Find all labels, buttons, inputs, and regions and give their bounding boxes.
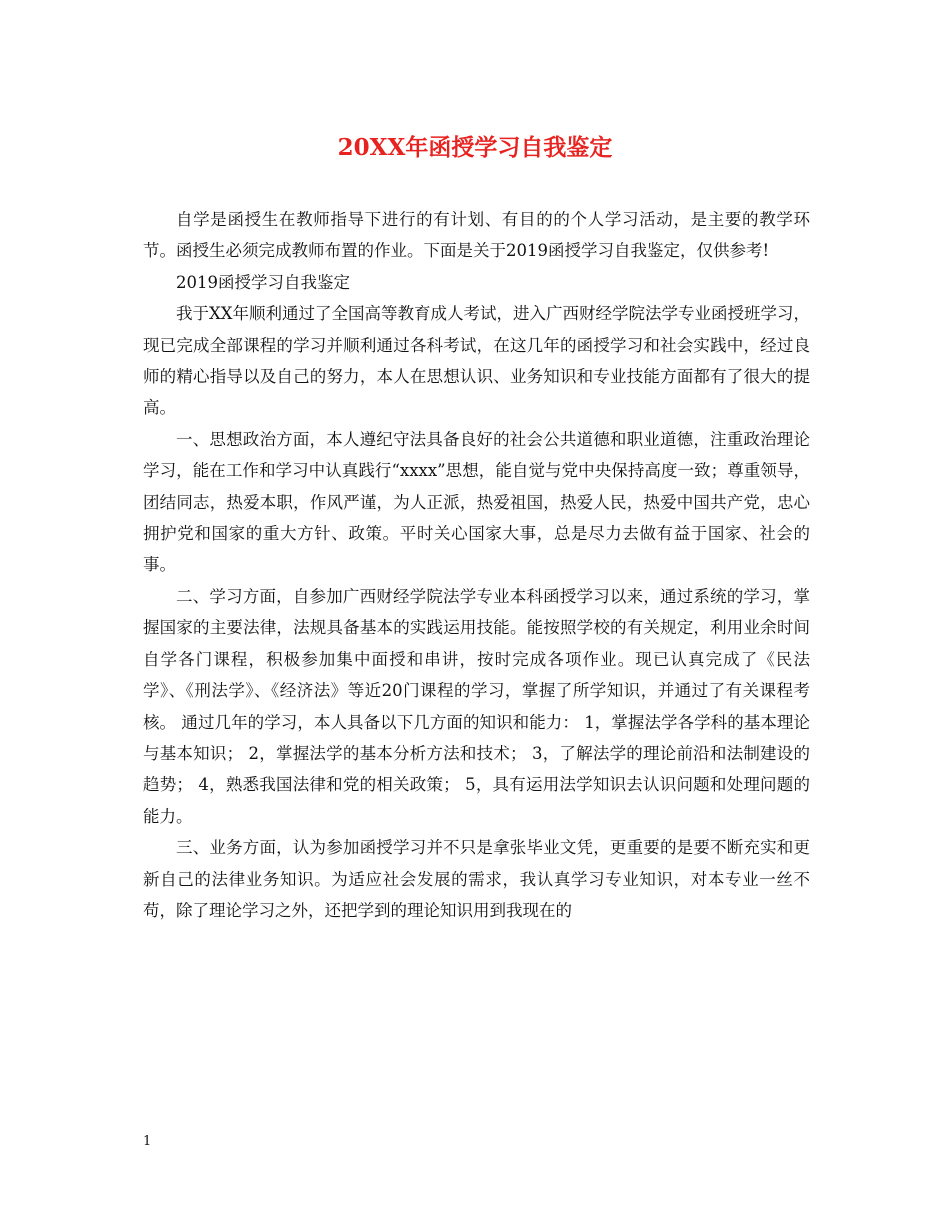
section-heading: 2019函授学习自我鉴定	[176, 272, 350, 292]
body-paragraph: 我于XX年顺利通过了全国高等教育成人考试，进入广西财经学院法学专业函授班学习，现已完成全部课程的学习并顺利通过各科考试，在这几年的函授学习和社会实践中，经过良师的精心指导以及自己的努力，本人在思想认识、业务知识和专业技能方面都有了很大的提高。	[143, 304, 810, 418]
document-title: 20XX年函授学习自我鉴定	[337, 134, 613, 161]
body-paragraph: 三、业务方面，认为参加函授学习并不只是拿张毕业文凭，更重要的是要不断充实和更新自己的法律业务知识。为适应社会发展的需求，我认真学习专业知识，对本专业一丝不苟，除了理论学习之外，还把学到的理论知识用到我现在的	[143, 838, 810, 920]
page-number: 1	[143, 1134, 152, 1149]
body-paragraph: 二、学习方面，自参加广西财经学院法学专业本科函授学习以来，通过系统的学习，掌握国家的主要法律，法规具备基本的实践运用技能。能按照学校的有关规定，利用业余时间自学各门课程，积极参加集中面授和串讲，按时完成各项作业。现已认真完成了《民法学》、《刑法学》、《经济法》等近20门课程的学习，掌握了所学知识，并通过了有关课程考核。 通过几年的学习，本人具备以下几方面的知识和能力： 1，掌握法学各学科的基本理论与基本知识； 2，掌握法学的基本分析方法和技术； 3，了解法学的理论前沿和法制建设的趋势； 4，熟悉我国法律和党的相关政策； 5，具有运用法学知识去认识问题和处理问题的能力。	[143, 586, 810, 826]
intro-paragraph: 自学是函授生在教师指导下进行的有计划、有目的的个人学习活动，是主要的教学环节。函授生必须完成教师布置的作业。下面是关于2019函授学习自我鉴定，仅供参考!	[143, 210, 810, 261]
body-paragraph: 一、思想政治方面，本人遵纪守法具备良好的社会公共道德和职业道德，注重政治理论学习，能在工作和学习中认真践行“xxxx”思想，能自觉与党中央保持高度一致；尊重领导，团结同志，热爱本职，作风严谨，为人正派，热爱祖国，热爱人民，热爱中国共产党，忠心拥护党和国家的重大方针、政策。平时关心国家大事，总是尽力去做有益于国家、社会的事。	[143, 429, 810, 575]
document-body	[143, 204, 810, 926]
